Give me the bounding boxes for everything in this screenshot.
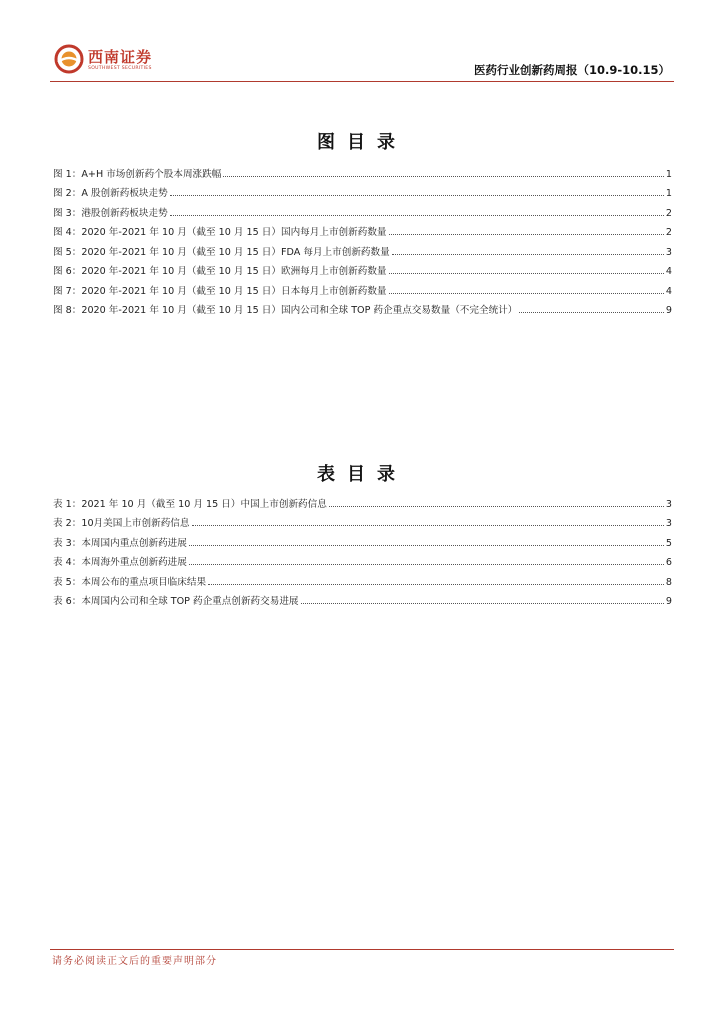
toc-leader-dots <box>192 525 664 526</box>
toc-entry-label: 图 8：2020 年-2021 年 10 月（截至 10 月 15 日）国内公司和全球 TOP 药企重点交易数量（不完全统计） <box>53 305 518 316</box>
figure-toc-list <box>50 160 674 316</box>
toc-leader-dots <box>389 234 664 235</box>
table-toc-entry[interactable] <box>50 510 674 530</box>
toc-entry-page-number: 8 <box>665 576 672 588</box>
toc-leader-dots <box>519 312 664 313</box>
toc-entry-page-number: 1 <box>665 188 672 199</box>
toc-entry-label: 表 5：本周公布的重点项目临床结果 <box>53 576 207 588</box>
toc-leader-dots <box>301 603 664 604</box>
toc-entry-label: 表 2：10月美国上市创新药信息 <box>53 518 190 529</box>
toc-leader-dots <box>208 584 664 585</box>
toc-entry-label: 图 4：2020 年-2021 年 10 月（截至 10 月 15 日）国内每月上市创新药数量 <box>53 227 387 238</box>
toc-entry-page-number: 9 <box>665 596 672 607</box>
footer-disclaimer: 请务必阅读正文后的重要声明部分 <box>52 956 217 967</box>
figure-toc-entry[interactable] <box>50 238 674 258</box>
toc-entry-page-number: 3 <box>665 246 672 258</box>
figure-toc-entry[interactable] <box>50 160 674 180</box>
figure-toc-entry[interactable] <box>50 277 674 297</box>
figure-toc-title: 图目录 <box>317 132 407 153</box>
toc-leader-dots <box>170 215 664 216</box>
toc-entry-label: 图 3：港股创新药板块走势 <box>53 207 168 219</box>
figure-toc-entry[interactable] <box>50 219 674 239</box>
company-logo <box>54 42 194 76</box>
toc-leader-dots <box>189 564 664 565</box>
figure-toc-entry[interactable] <box>50 297 674 317</box>
toc-leader-dots <box>223 176 664 177</box>
toc-entry-label: 图 2：A 股创新药板块走势 <box>53 188 168 199</box>
toc-entry-page-number: 2 <box>665 207 672 219</box>
logo-english-name: SOUTHWEST SECURITIES <box>88 66 152 71</box>
toc-entry-label: 图 5：2020 年-2021 年 10 月（截至 10 月 15 日）FDA 每月上市创新药数量 <box>53 246 390 258</box>
toc-leader-dots <box>329 506 664 507</box>
table-toc-entry[interactable] <box>50 588 674 608</box>
toc-entry-label: 图 6：2020 年-2021 年 10 月（截至 10 月 15 日）欧洲每月上市创新药数量 <box>53 266 387 277</box>
figure-toc-entry[interactable] <box>50 180 674 200</box>
table-toc-entry[interactable] <box>50 529 674 549</box>
header-divider <box>50 81 674 82</box>
table-toc-list <box>50 490 674 607</box>
table-toc-entry[interactable] <box>50 549 674 569</box>
table-toc-entry[interactable] <box>50 568 674 588</box>
toc-entry-label: 表 4：本周海外重点创新药进展 <box>53 557 187 568</box>
toc-entry-label: 图 1：A+H 市场创新药个股本周涨跌幅 <box>53 168 222 180</box>
table-toc-title: 表目录 <box>317 464 407 485</box>
toc-entry-label: 表 6：本周国内公司和全球 TOP 药企重点创新药交易进展 <box>53 596 299 607</box>
toc-entry-label: 表 1：2021 年 10 月（截至 10 月 15 日）中国上市创新药信息 <box>53 498 327 510</box>
footer-divider <box>50 949 674 950</box>
toc-entry-page-number: 6 <box>665 557 672 568</box>
toc-entry-page-number: 1 <box>665 168 672 180</box>
logo-chinese-name: 西南证券 <box>88 48 153 66</box>
toc-entry-page-number: 3 <box>665 518 672 529</box>
toc-entry-label: 图 7：2020 年-2021 年 10 月（截至 10 月 15 日）日本每月上市创新药数量 <box>53 285 387 297</box>
table-toc-entry[interactable] <box>50 490 674 510</box>
toc-leader-dots <box>392 254 664 255</box>
toc-entry-page-number: 4 <box>665 285 672 297</box>
toc-entry-label: 表 3：本周国内重点创新药进展 <box>53 537 187 549</box>
toc-leader-dots <box>170 195 664 196</box>
toc-entry-page-number: 2 <box>665 227 672 238</box>
toc-entry-page-number: 3 <box>665 498 672 510</box>
toc-leader-dots <box>389 273 664 274</box>
toc-leader-dots <box>189 545 664 546</box>
figure-toc-entry[interactable] <box>50 199 674 219</box>
toc-entry-page-number: 4 <box>665 266 672 277</box>
logo-emblem-icon <box>54 44 84 74</box>
page-header <box>50 38 674 82</box>
toc-entry-page-number: 5 <box>665 537 672 549</box>
toc-leader-dots <box>389 293 664 294</box>
report-title: 医药行业创新药周报（10.9-10.15） <box>473 63 670 77</box>
toc-entry-page-number: 9 <box>665 305 672 316</box>
figure-toc-entry[interactable] <box>50 258 674 278</box>
